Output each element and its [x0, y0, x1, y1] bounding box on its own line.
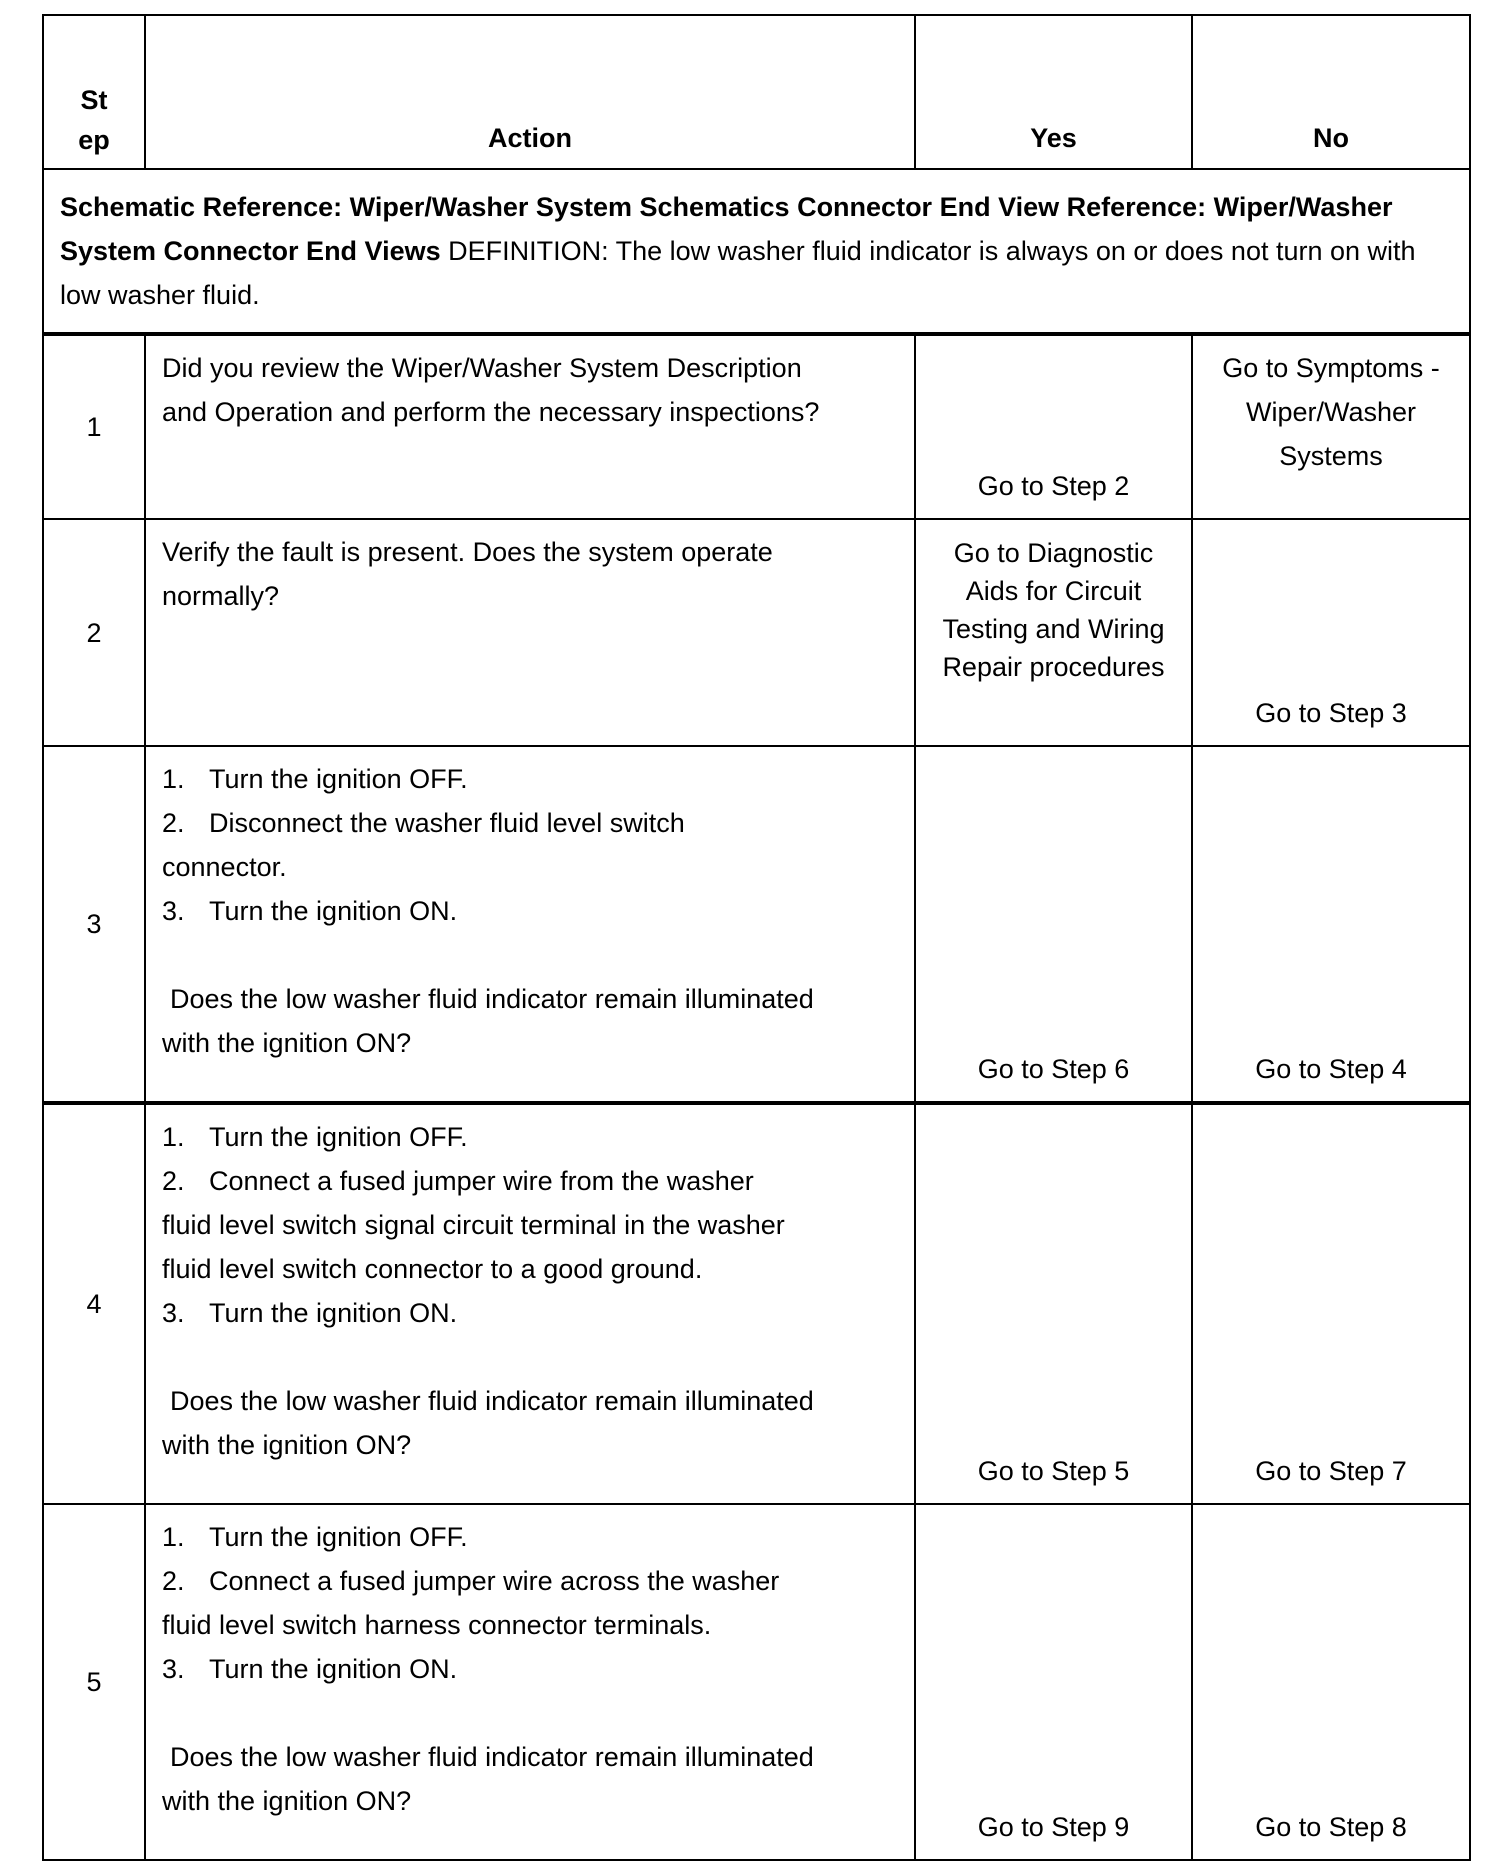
action-line: Verify the fault is present. Does the system operate: [162, 537, 773, 567]
header-no: No: [1192, 15, 1470, 169]
header-step-line1: St: [80, 85, 108, 115]
step-number: 4: [43, 1103, 145, 1504]
header-action: Action: [145, 15, 915, 169]
no-cell: Go to Step 8: [1192, 1504, 1470, 1860]
reference-cell: [43, 169, 1470, 334]
question-line: with the ignition ON?: [162, 1028, 412, 1058]
list-item-continuation: fluid level switch signal circuit terminal in the washer: [162, 1210, 785, 1240]
no-cell: Go to Step 4: [1192, 746, 1470, 1103]
definition-text: DEFINITION: The low washer fluid indicator is always on or does not turn on with low washer fluid.: [60, 236, 1416, 310]
table-row: [43, 1504, 1470, 1860]
diagnostic-table: [42, 14, 1471, 1861]
no-cell: Go to Step 7: [1192, 1103, 1470, 1504]
list-item: 2. Disconnect the washer fluid level switch: [162, 808, 685, 838]
question-line: Does the low washer fluid indicator remain illuminated: [170, 1742, 814, 1772]
step-number: 3: [43, 746, 145, 1103]
question-line: with the ignition ON?: [162, 1430, 412, 1460]
list-item: 3. Turn the ignition ON.: [162, 1654, 458, 1684]
action-cell: [145, 746, 915, 1103]
no-cell: Go to Step 3: [1192, 519, 1470, 746]
list-item: 3. Turn the ignition ON.: [162, 1298, 458, 1328]
yes-cell: Go to Step 6: [915, 746, 1192, 1103]
question-line: Does the low washer fluid indicator remain illuminated: [170, 1386, 814, 1416]
list-item-continuation: connector.: [162, 852, 287, 882]
step-number: 5: [43, 1504, 145, 1860]
header-yes: Yes: [915, 15, 1192, 169]
list-item-continuation: fluid level switch connector to a good ground.: [162, 1254, 703, 1284]
question-line: Does the low washer fluid indicator remain illuminated: [170, 984, 814, 1014]
action-line: and Operation and perform the necessary inspections?: [162, 397, 820, 427]
list-item: 2. Connect a fused jumper wire from the washer: [162, 1166, 754, 1196]
no-line: Systems: [1279, 441, 1383, 471]
list-item: 3. Turn the ignition ON.: [162, 896, 458, 926]
action-line: normally?: [162, 581, 280, 611]
action-cell: [145, 519, 915, 746]
yes-line: Aids for Circuit: [965, 576, 1142, 606]
list-item-continuation: fluid level switch harness connector terminals.: [162, 1610, 712, 1640]
table-row: [43, 1103, 1470, 1504]
table-row: [43, 519, 1470, 746]
no-cell: [1192, 334, 1470, 519]
step-number: 1: [43, 334, 145, 519]
reference-row: [43, 169, 1470, 334]
action-cell: [145, 1504, 915, 1860]
list-item: 2. Connect a fused jumper wire across the washer: [162, 1566, 780, 1596]
yes-cell: [915, 519, 1192, 746]
schematic-reference: Schematic Reference: Wiper/Washer System Schematics Connector End View Reference: Wiper/Washer System Connector End Views: [60, 192, 1393, 266]
yes-cell: Go to Step 9: [915, 1504, 1192, 1860]
yes-cell: Go to Step 2: [915, 334, 1192, 519]
step-number: 2: [43, 519, 145, 746]
yes-line: Testing and Wiring: [942, 614, 1165, 644]
list-item: 1. Turn the ignition OFF.: [162, 1122, 468, 1152]
no-line: Wiper/Washer: [1245, 397, 1417, 427]
yes-cell: Go to Step 5: [915, 1103, 1192, 1504]
no-line: Go to Symptoms -: [1222, 353, 1440, 383]
list-item: 1. Turn the ignition OFF.: [162, 1522, 468, 1552]
yes-line: Go to Diagnostic: [953, 538, 1154, 568]
list-item: 1. Turn the ignition OFF.: [162, 764, 468, 794]
table-row: [43, 746, 1470, 1103]
yes-line: Repair procedures: [942, 652, 1165, 682]
header-step: [43, 15, 145, 169]
question-line: with the ignition ON?: [162, 1786, 412, 1816]
header-step-line2: ep: [78, 125, 110, 155]
table-header-row: [43, 15, 1470, 169]
action-cell: [145, 334, 915, 519]
action-cell: [145, 1103, 915, 1504]
table-row: [43, 334, 1470, 519]
action-line: Did you review the Wiper/Washer System Description: [162, 353, 802, 383]
